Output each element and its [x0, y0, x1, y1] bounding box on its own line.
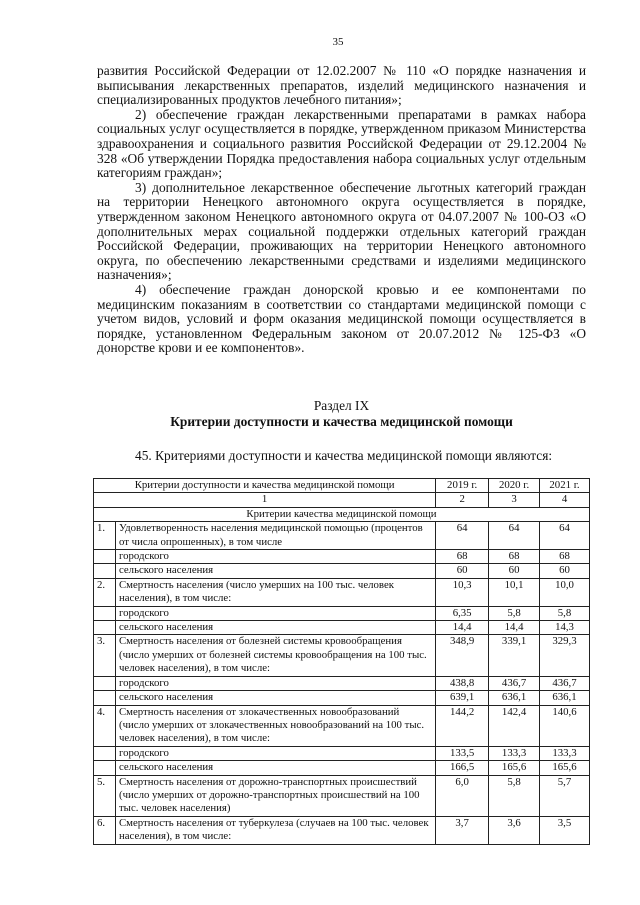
header-cell: 2019 г. [436, 479, 489, 493]
header-cell: 2020 г. [489, 479, 540, 493]
row-value: 6,35 [436, 606, 489, 620]
group-row [94, 507, 590, 521]
row-value: 339,1 [489, 635, 540, 676]
row-value: 68 [489, 550, 540, 564]
row-criterion: городского [115, 606, 435, 620]
column-number-row [94, 493, 590, 507]
table-row [94, 691, 590, 705]
row-value: 64 [436, 522, 489, 550]
row-value: 60 [540, 564, 590, 578]
row-criterion: Смертность населения (число умерших на 100 тыс. человек населения), в том числе: [115, 578, 435, 606]
row-value: 10,3 [436, 578, 489, 606]
table-row [94, 676, 590, 690]
row-number: 4. [94, 705, 116, 746]
row-criterion: сельского населения [115, 564, 435, 578]
row-value: 348,9 [436, 635, 489, 676]
criteria-table [93, 478, 590, 845]
row-value: 144,2 [436, 705, 489, 746]
row-number: 6. [94, 816, 116, 844]
row-value: 329,3 [540, 635, 590, 676]
row-value: 140,6 [540, 705, 590, 746]
col-number: 2 [436, 493, 489, 507]
row-value: 64 [489, 522, 540, 550]
row-number: 2. [94, 578, 116, 606]
row-value: 636,1 [540, 691, 590, 705]
row-number: 3. [94, 635, 116, 676]
row-value: 133,3 [540, 746, 590, 760]
row-value: 165,6 [489, 761, 540, 775]
row-number [94, 564, 116, 578]
row-value: 60 [489, 564, 540, 578]
paragraph: развития Российской Федерации от 12.02.2007 № 110 «О порядке назначения и выписывания лекарственных препаратов, изделий медицинского назначения и специализированных продуктов лечебного питания»; [97, 63, 586, 108]
row-value: 3,5 [540, 816, 590, 844]
table-row [94, 606, 590, 620]
row-criterion: Смертность населения от туберкулеза (случаев на 100 тыс. человек населения), в том числе: [115, 816, 435, 844]
row-number [94, 606, 116, 620]
table-row [94, 550, 590, 564]
page-number: 35 [332, 36, 344, 48]
col-number: 3 [489, 493, 540, 507]
paragraph: 3) дополнительное лекарственное обеспечение льготных категорий граждан на территории Ненецкого автономного округа осуществляется в порядке, утвержденном законом Ненецкого автономного округа от 04.07.2007 № 100-ОЗ «О дополнительных мерах социальной поддержки отдельных категорий граждан Российской Федерации, проживающих на территории Ненецкого автономного округа, по обеспечению лекарственными средствами и изделиями медицинского назначения»; [97, 179, 586, 283]
section-title: Критерии доступности и качества медицинской помощи [170, 414, 513, 429]
col-number: 4 [540, 493, 590, 507]
table-row [94, 816, 590, 844]
paragraph: 4) обеспечение граждан донорской кровью и ее компонентами по медицинским показаниям в соответствии со стандартами медицинской помощи с учетом видов, условий и форм оказания медицинской помощи осуществляется в порядке, установленном Федеральным законом от 20.07.2012 № 125-ФЗ «О донорстве крови и ее компонентов». [97, 281, 586, 356]
row-number [94, 691, 116, 705]
row-number [94, 761, 116, 775]
row-criterion: Смертность населения от злокачественных новообразований (число умерших от злокачественных новообразований на 100 тыс. человек населения), в том числе: [115, 705, 435, 746]
row-number [94, 746, 116, 760]
row-value: 64 [540, 522, 590, 550]
row-number [94, 550, 116, 564]
body-text [97, 64, 586, 356]
row-value: 3,6 [489, 816, 540, 844]
row-value: 14,4 [489, 621, 540, 635]
row-value: 10,1 [489, 578, 540, 606]
row-value: 5,7 [540, 775, 590, 816]
row-value: 438,8 [436, 676, 489, 690]
row-value: 6,0 [436, 775, 489, 816]
row-value: 60 [436, 564, 489, 578]
row-value: 636,1 [489, 691, 540, 705]
row-value: 133,5 [436, 746, 489, 760]
row-criterion: городского [115, 550, 435, 564]
row-number: 1. [94, 522, 116, 550]
row-criterion: городского [115, 746, 435, 760]
row-criterion: Смертность населения от болезней системы кровообращения (число умерших от болезней системы кровообращения на 100 тыс. человек населения), в том числе: [115, 635, 435, 676]
table-row [94, 775, 590, 816]
table-row [94, 522, 590, 550]
section-label: Раздел IX [313, 398, 370, 413]
header-cell: Критерии доступности и качества медицинской помощи [94, 479, 436, 493]
row-criterion: Смертность населения от дорожно-транспортных происшествий (число умерших от дорожно-транспортных происшествий на 100 тыс. человек населения) [115, 775, 435, 816]
col-number: 1 [94, 493, 436, 507]
row-value: 10,0 [540, 578, 590, 606]
table-row [94, 761, 590, 775]
row-value: 5,8 [489, 775, 540, 816]
row-value: 133,3 [489, 746, 540, 760]
table-row [94, 564, 590, 578]
row-value: 165,6 [540, 761, 590, 775]
row-value: 5,8 [540, 606, 590, 620]
row-criterion: сельского населения [115, 691, 435, 705]
row-criterion: Удовлетворенность населения медицинской помощью (процентов от числа опрошенных), в том числе [115, 522, 435, 550]
header-cell: 2021 г. [540, 479, 590, 493]
row-value: 14,4 [436, 621, 489, 635]
row-value: 5,8 [489, 606, 540, 620]
row-value: 436,7 [540, 676, 590, 690]
row-value: 14,3 [540, 621, 590, 635]
row-value: 166,5 [436, 761, 489, 775]
row-value: 436,7 [489, 676, 540, 690]
row-number: 5. [94, 775, 116, 816]
group-title: Критерии качества медицинской помощи [94, 507, 590, 521]
row-value: 142,4 [489, 705, 540, 746]
row-number [94, 621, 116, 635]
paragraph: 2) обеспечение граждан лекарственными препаратами в рамках набора социальных услуг осуществляется в порядке, утвержденном приказом Министерства здравоохранения и социального развития Российской Федерации от 29.12.2004 № 328 «Об утверждении Порядка предоставления набора социальных услуг отдельным категориям граждан»; [97, 106, 586, 181]
row-value: 68 [436, 550, 489, 564]
table-row [94, 578, 590, 606]
row-criterion: городского [115, 676, 435, 690]
table-row [94, 705, 590, 746]
row-number [94, 676, 116, 690]
row-value: 639,1 [436, 691, 489, 705]
table-header-row [94, 479, 590, 493]
row-criterion: сельского населения [115, 761, 435, 775]
table-row [94, 746, 590, 760]
row-value: 68 [540, 550, 590, 564]
intro-text: 45. Критериями доступности и качества медицинской помощи являются: [135, 448, 553, 463]
table-row [94, 621, 590, 635]
row-criterion: сельского населения [115, 621, 435, 635]
row-value: 3,7 [436, 816, 489, 844]
table-row [94, 635, 590, 676]
